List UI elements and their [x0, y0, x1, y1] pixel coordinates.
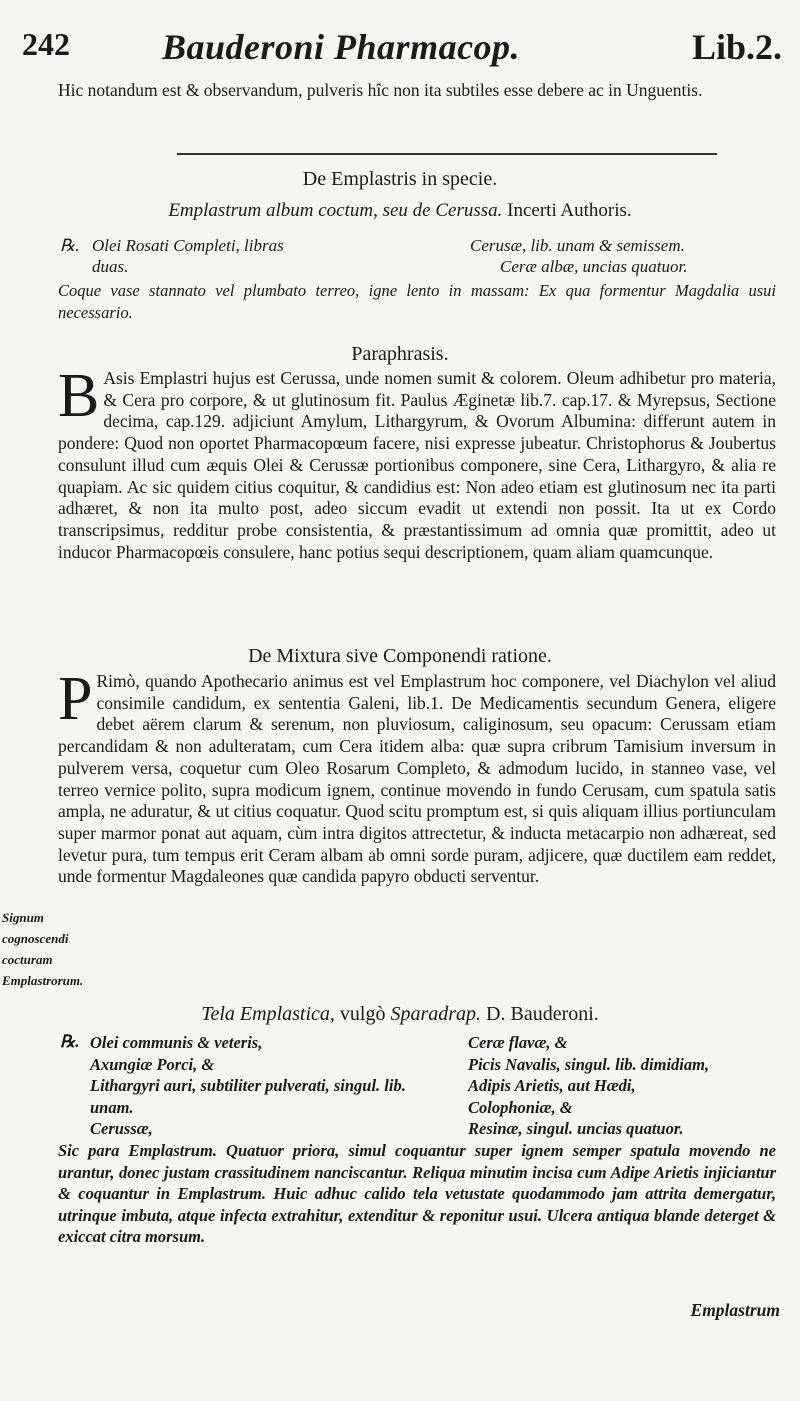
- recipe-line: Cerussæ,: [90, 1119, 153, 1138]
- recipe-line: Olei Rosati Completi, libras: [92, 236, 284, 255]
- section-heading-emplastris: De Emplastris in specie.: [302, 168, 498, 190]
- paraphrasis-body: [58, 362, 776, 563]
- paraphrasis-text: Asis Emplastri hujus est Cerussa, unde nomen sumit & colorem. Oleum adhibetur pro materia, & Cera pro corpore, & ut glutinosum fit. Paulus Æginetæ lib.7. cap.17. & Myrepsus, Sectione decima, cap.129. adjiciunt Amylum, Lithargyrum, & Ovorum Albumina: differunt autem in pondere: Quod non oportet Pharmacopœum facere, nisi expresse jubeatur. Christophorus & Joubertus consulunt illud cum æquis Olei & Cerussæ portionibus componere, sine Cera, Lithargyro, & alia re quapiam. Ac sic quidem citius coquitur, & candidius est: Non adeo etiam est glutinosum nec ita parti adhæret, & non ita multo post, adeo siccum evadit ut extendi non possit. Ita ut ex Cordo transcripsimus, redditur probe consistentia, & præstantissimum ad omnia quæ promittit, adeo ut inducor Pharmacopœis consulere, hanc potius sequi descriptionem, quam aliam quamcunque.: [58, 368, 776, 562]
- margin-note: [2, 907, 83, 991]
- page-number: 242: [22, 26, 70, 62]
- recipe-right-column: [468, 1032, 778, 1140]
- margin-note-line: Signum cognoscendi cocturam: [2, 910, 69, 967]
- recipe-line: Ceræ flavæ, &: [468, 1033, 568, 1052]
- running-title: Bauderoni Pharmacop.: [162, 27, 521, 67]
- recipe-title: [0, 200, 800, 222]
- catchword: Emplastrum: [690, 1300, 780, 1320]
- recipe-title-italic: Emplastrum album coctum, seu de Cerussa.: [168, 200, 503, 221]
- recipe-line: Picis Navalis, singul. lib. dimidiam,: [468, 1054, 710, 1074]
- margin-note-line: Emplastrorum.: [2, 973, 84, 988]
- recipe-line: Colophoniæ, &: [468, 1097, 573, 1117]
- recipe-instruction: Coque vase stannato vel plumbato terreo, igne lento in massam: Ex qua formentur Magdalia usui necessario.: [58, 281, 776, 322]
- recipe-symbol: ℞.: [60, 1032, 80, 1051]
- drop-cap: B: [58, 362, 100, 430]
- recipe-line: Ceræ albæ, uncias quatuor.: [500, 257, 688, 276]
- tela-instruction: Sic para Emplastrum. Quatuor priora, simul coquantur super ignem semper spatula movendo ne urantur, donec justam crassitudinem nanciscantur. Reliqua minutim incisa cum Adipe Arietis injiciantur & coquantur in Emplastrum. Huic adhuc calido tela vetustate quodammodo jam attrita demergatur, utrinque imbuta, atque infecta extrahitur, extenditur & reponitur usui. Ulcera antiqua blande deterget & exiccat citra morsum.: [58, 1141, 776, 1246]
- recipe-left-column: [90, 1032, 420, 1140]
- recipe-line: Resinæ, singul. uncias quatuor.: [468, 1119, 684, 1138]
- recipe-title-author: Incerti Authoris.: [507, 200, 632, 221]
- recipe-symbol: ℞.: [60, 236, 80, 255]
- mixtura-text: Rimò, quando Apothecario animus est vel Emplastrum hoc componere, vel Diachylon vel aliud consimile candidum, ex sententia Galeni, lib.1. De Medicamentis secundum Genera, eligere debet aërem clarum & serenum, non pluviosum, caliginosum, seu opacum: Cerussam etiam percandidam & non adulteratam, cum Cera itidem alba: quæ supra cribrum Tamisium inversum in pulverem versa, coquetur cum Oleo Rosarum Completo, & admodum lucido, in stanneo vase, vel terreo vernice polito, supra modicum ignem, continue movendo in fundo Cerusam, cum spatula satis ampla, ne aduratur, & ut citius coquatur. Quod scitu promptum est, si quis aliquam illius portiunculam super marmor ponat aut aquam, cùm intra digitos attrectetur, & inducta metacarpio non adhæreat, sed levetur pura, tum tempus erit Ceram albam ab omni sorde puram, adjicere, quæ ductilem eam reddet, unde formentur Magdaleones quæ candida papyro obducti serventur.: [58, 671, 776, 887]
- tela-author: D. Bauderoni.: [486, 1003, 599, 1025]
- intro-note: Hic notandum est & observandum, pulveris hîc non ita subtiles esse debere ac in Unguentis.: [58, 80, 703, 100]
- section-heading-tela: [0, 1003, 800, 1026]
- section-heading-mixtura: De Mixtura sive Componendi ratione.: [248, 645, 552, 667]
- paraphrasis-heading: Paraphrasis.: [351, 343, 449, 365]
- tela-vulgo: vulgò: [339, 1003, 386, 1025]
- tela-alt-name: Sparadrap.: [390, 1003, 482, 1025]
- recipe-line: Axungiæ Porci, &: [90, 1054, 215, 1074]
- recipe-line: Lithargyri auri, subtiliter pulverati, singul. lib. unam.: [90, 1076, 406, 1117]
- drop-cap: P: [58, 665, 93, 733]
- page-header: [22, 26, 782, 76]
- divider-rule: [177, 153, 717, 155]
- book-number: Lib.2.: [691, 27, 782, 67]
- mixtura-body: [58, 665, 776, 888]
- recipe-line: duas.: [92, 257, 129, 276]
- recipe-line: Adipis Arietis, aut Hædi,: [468, 1076, 636, 1095]
- recipe-line: Olei communis & veteris,: [90, 1033, 263, 1052]
- tela-title: Tela Emplastica,: [201, 1003, 335, 1025]
- recipe-line: Cerusæ, lib. unam & semissem.: [470, 236, 685, 255]
